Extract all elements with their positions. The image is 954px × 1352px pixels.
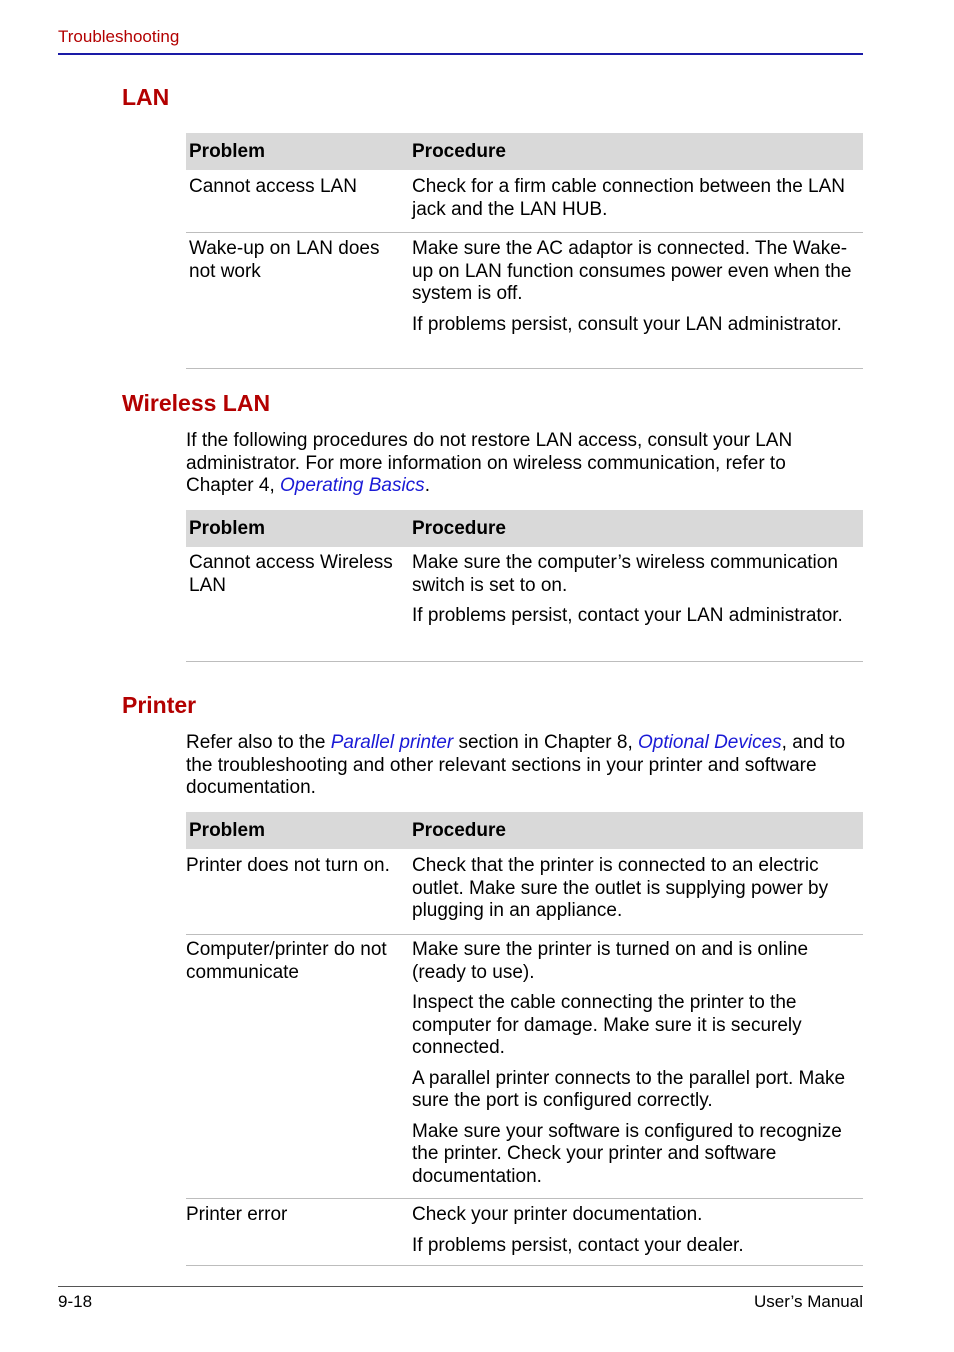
col-problem: Problem — [189, 819, 266, 841]
table-header — [186, 510, 863, 547]
procedure-text: Check your printer documentation. — [412, 1204, 703, 1225]
problem-cell: Cannot access LAN — [189, 176, 357, 197]
footer-rule — [58, 1286, 863, 1287]
procedure-cell — [409, 552, 863, 661]
problem-cell: Cannot access Wireless LAN — [189, 552, 393, 596]
procedure-text: Make sure your software is configured to recognize the printer. Check your printer and software documentation. — [412, 1120, 842, 1187]
procedure-cell — [409, 855, 863, 934]
table-header — [186, 812, 863, 849]
problem-cell: Computer/printer do not communicate — [186, 939, 387, 983]
lan-table — [186, 133, 863, 369]
intro-text: Refer also to the — [186, 732, 331, 753]
table-row — [186, 170, 863, 233]
procedure-text: If problems persist, contact your dealer. — [412, 1234, 744, 1256]
procedure-text: A parallel printer connects to the parallel port. Make sure the port is configured correctly. — [412, 1067, 846, 1111]
table-row — [186, 935, 863, 1199]
procedure-text: Make sure the AC adaptor is connected. The Wake-up on LAN function consumes power even when the system is off. — [412, 238, 852, 304]
table-row — [186, 849, 863, 935]
intro-text: If the following procedures do not restore LAN access, consult your LAN administrator. For more information on wireless communication, refer to Chapter 4, — [186, 430, 793, 496]
link-parallel-printer[interactable]: Parallel printer — [330, 732, 454, 753]
section-title-lan: LAN — [122, 84, 170, 110]
header-rule — [58, 53, 863, 55]
procedure-text: If problems persist, consult your LAN administrator. — [412, 313, 842, 335]
link-operating-basics[interactable]: Operating Basics — [280, 475, 425, 496]
wireless-table — [186, 510, 863, 662]
procedure-text: Check that the printer is connected to an electric outlet. Make sure the outlet is supplying power by plugging in an appliance. — [412, 855, 829, 921]
procedure-text: If problems persist, contact your LAN administrator. — [412, 605, 843, 626]
intro-text: , and to the troubleshooting and other relevant sections in your printer and software documentation. — [186, 732, 846, 798]
section-title-wireless-lan: Wireless LAN — [122, 390, 271, 416]
printer-intro — [186, 732, 856, 800]
page-number: 9-18 — [58, 1292, 93, 1311]
procedure-text: Check for a firm cable connection between the LAN jack and the LAN HUB. — [412, 176, 846, 220]
manual-title: User’s Manual — [754, 1292, 863, 1311]
problem-cell: Printer does not turn on. — [186, 855, 390, 876]
section-title-printer: Printer — [122, 692, 197, 718]
procedure-text: Make sure the computer’s wireless communication switch is set to on. — [412, 552, 838, 596]
procedure-cell — [409, 176, 863, 232]
table-header — [186, 133, 863, 170]
procedure-cell — [409, 939, 863, 1198]
intro-text: section in Chapter 8, — [453, 732, 639, 753]
intro-end: . — [424, 475, 430, 496]
table-row — [186, 547, 863, 662]
running-header: Troubleshooting — [58, 27, 180, 46]
col-problem: Problem — [189, 517, 266, 539]
problem-cell: Printer error — [186, 1204, 288, 1225]
col-procedure: Procedure — [412, 819, 506, 841]
table-row — [186, 1199, 863, 1266]
printer-table — [186, 812, 863, 1266]
link-optional-devices[interactable]: Optional Devices — [638, 732, 782, 753]
wireless-intro — [186, 430, 856, 498]
procedure-text: Inspect the cable connecting the printer to the computer for damage. Make sure it is securely connected. — [412, 992, 802, 1058]
procedure-text: Make sure the printer is turned on and is online (ready to use). — [412, 939, 809, 983]
col-procedure: Procedure — [412, 140, 506, 162]
col-procedure: Procedure — [412, 517, 506, 539]
col-problem: Problem — [189, 140, 266, 162]
problem-cell: Wake-up on LAN does not work — [189, 238, 380, 282]
table-row — [186, 233, 863, 369]
procedure-cell — [409, 1204, 863, 1265]
procedure-cell — [409, 238, 863, 368]
